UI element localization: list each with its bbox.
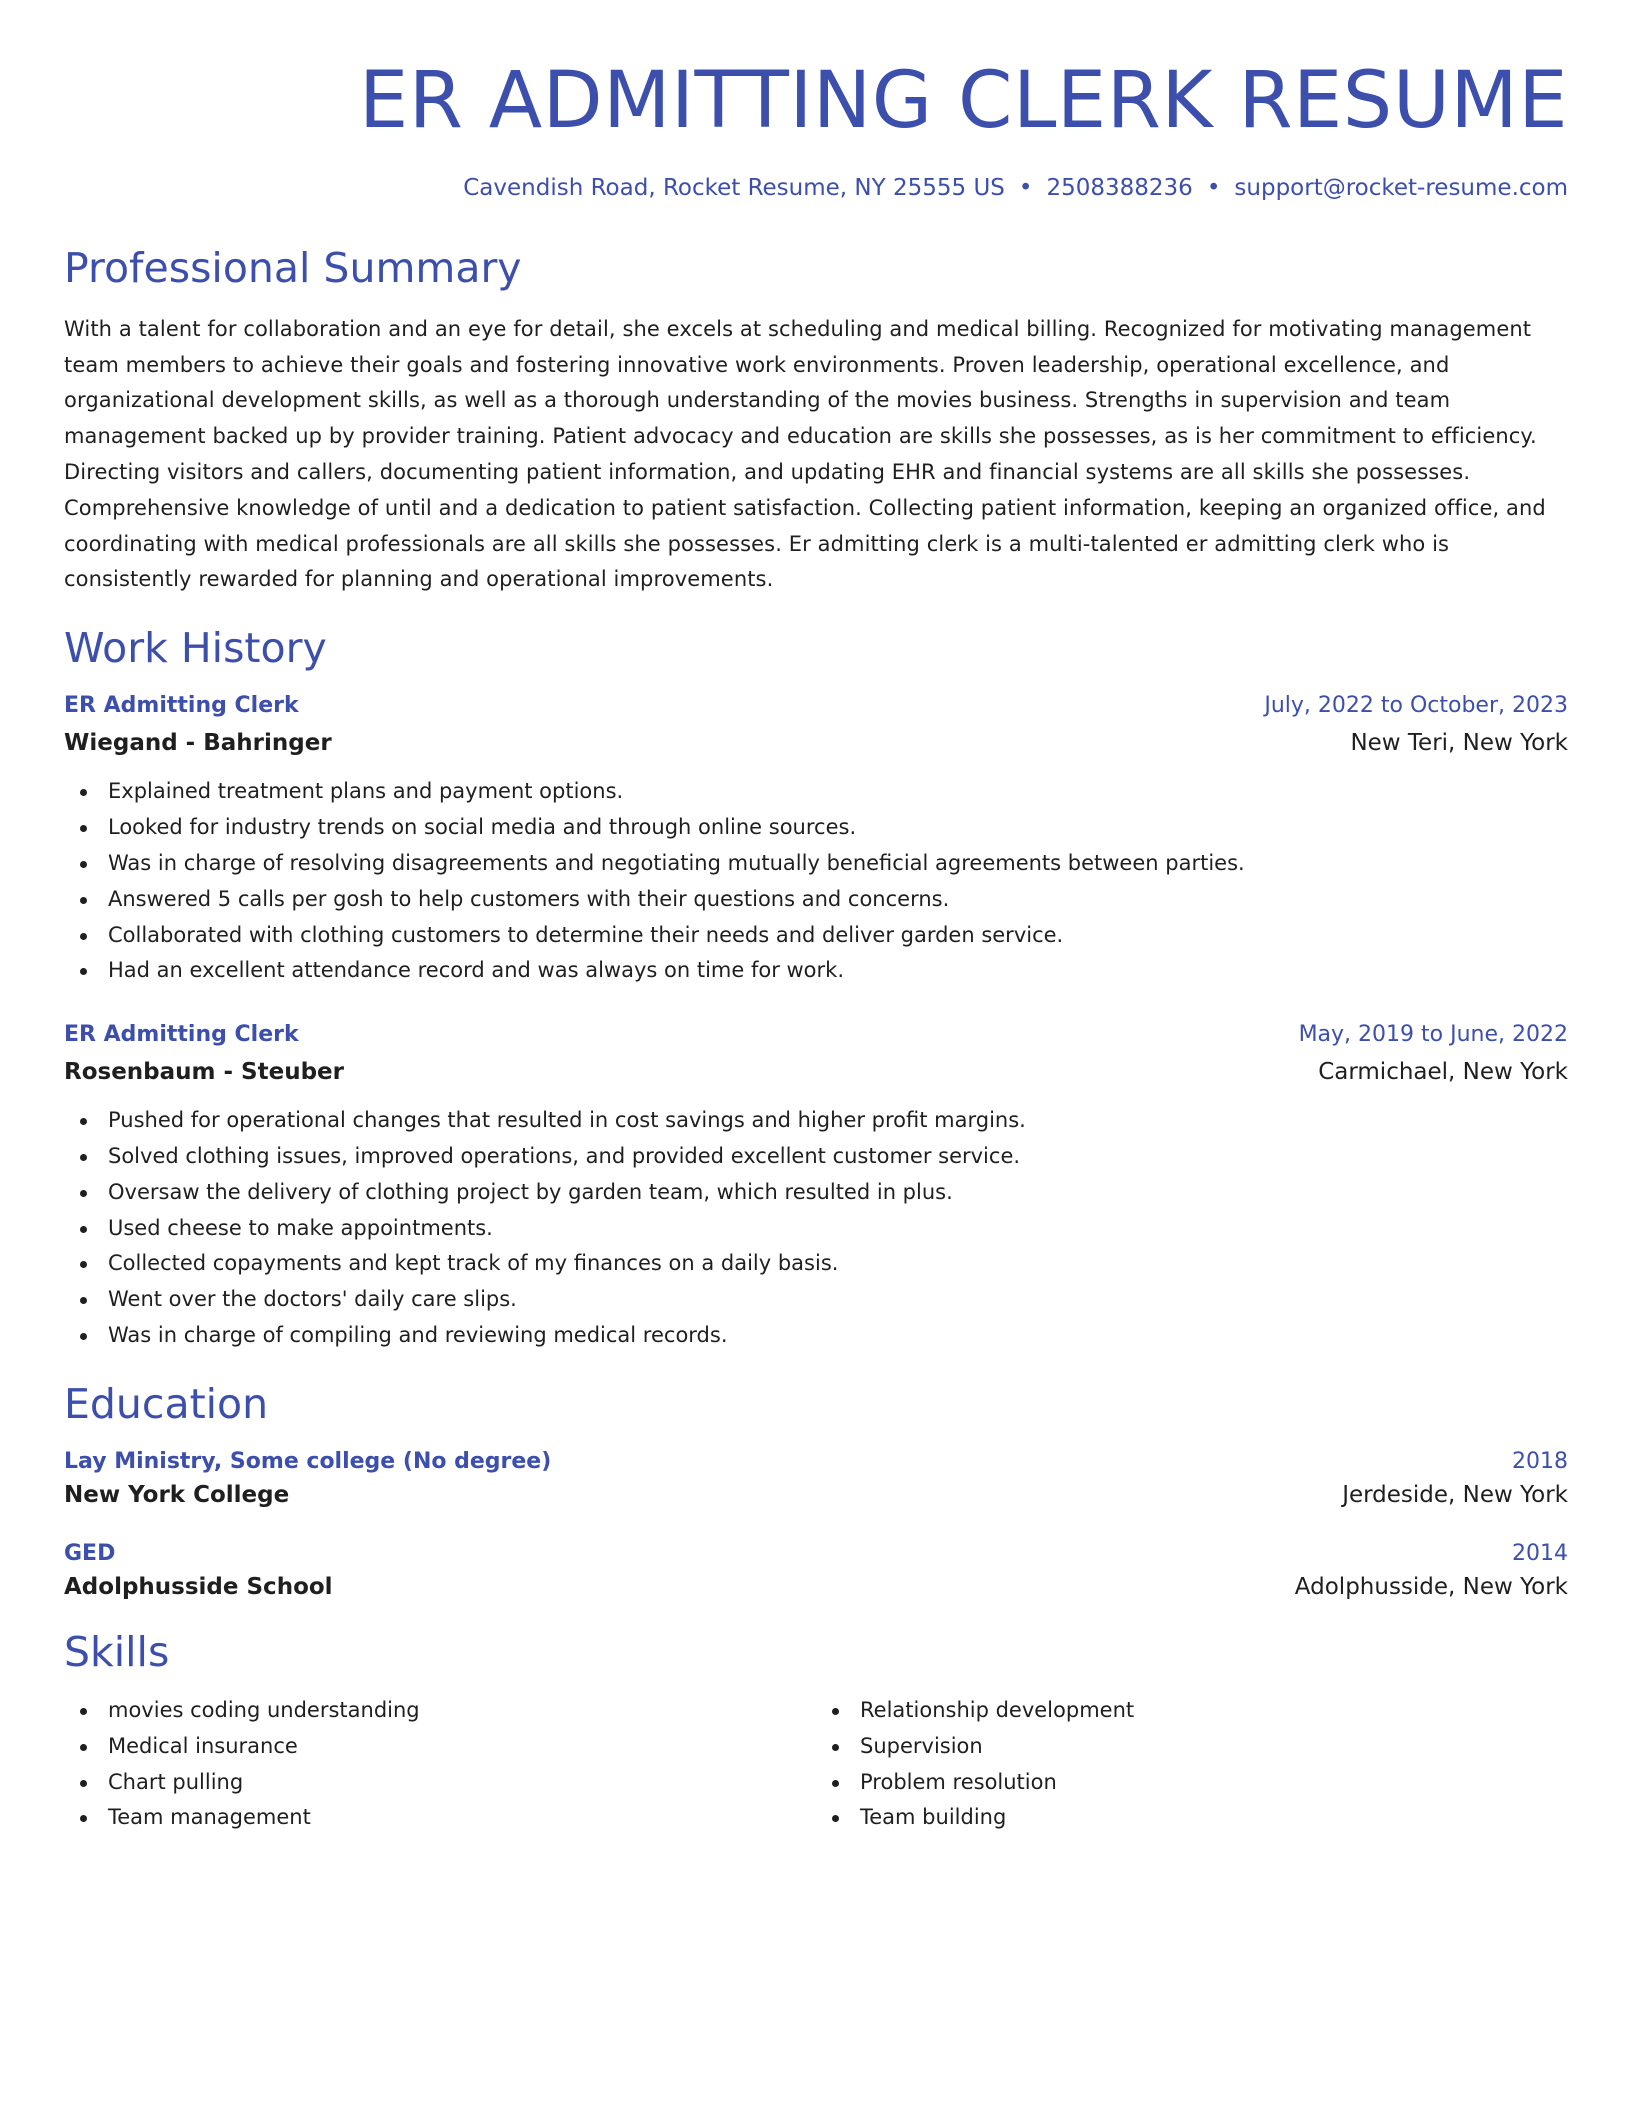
skills-grid [64, 1693, 1568, 1836]
skills-list-right [816, 1693, 1568, 1836]
education-location: Adolphusside, New York [1294, 1573, 1568, 1600]
contact-separator: • [1018, 175, 1033, 201]
job-position: ER Admitting Clerk [64, 693, 299, 719]
education-entry [64, 1541, 1568, 1600]
contact-address: Cavendish Road, Rocket Resume, NY 25555 US [463, 175, 1005, 201]
list-item: Looked for industry trends on social media and through online sources. [64, 810, 1568, 846]
education-school: Adolphusside School [64, 1573, 333, 1600]
contact-line [64, 175, 1568, 203]
education-year: 2018 [1512, 1448, 1568, 1474]
contact-email: support@rocket-resume.com [1234, 175, 1568, 201]
list-item: Had an excellent attendance record and was always on time for work. [64, 953, 1568, 989]
education-degree: GED [64, 1540, 116, 1566]
summary-text: With a talent for collaboration and an eye for detail, she excels at scheduling and medical billing. Recognized for motivating management team members to achieve their goals and fostering innovative work environments. Proven leadership, operational excellence, and organizational development skills, as well as a thorough understanding of the movies business. Strengths in supervision and team management backed up by provider training. Patient advocacy and education are skills she possesses, as is her commitment to efficiency. Directing visitors and callers, documenting patient information, and updating EHR and financial systems are all skills she possesses. Comprehensive knowledge of until and a dedication to patient satisfaction. Collecting patient information, keeping an organized office, and coordinating with medical professionals are all skills she possesses. Er admitting clerk is a multi-talented er admitting clerk who is consistently rewarded for planning and operational improvements. [64, 316, 1546, 592]
job-header-row [64, 693, 1568, 718]
list-item: Oversaw the delivery of clothing project by garden team, which resulted in plus. [64, 1175, 1568, 1211]
list-item: Team building [816, 1800, 1568, 1836]
job-location: Carmichael, New York [1318, 1059, 1568, 1086]
list-item: movies coding understanding [64, 1693, 816, 1729]
education-school-row [64, 1482, 1568, 1508]
job-duties-list [64, 1103, 1568, 1354]
skills-list-left [64, 1693, 816, 1836]
summary-heading: Professional Summary [64, 243, 522, 292]
job-location: New Teri, New York [1350, 730, 1568, 757]
education-degree: Lay Ministry, Some college (No degree) [64, 1448, 552, 1474]
list-item: Solved clothing issues, improved operations, and provided excellent customer service. [64, 1139, 1568, 1175]
job-company-row [64, 1059, 1568, 1085]
list-item: Supervision [816, 1729, 1568, 1765]
list-item: Relationship development [816, 1693, 1568, 1729]
list-item: Chart pulling [64, 1765, 816, 1801]
education-entry [64, 1449, 1568, 1508]
list-item: Was in charge of compiling and reviewing medical records. [64, 1318, 1568, 1354]
education-school-row [64, 1574, 1568, 1600]
list-item: Was in charge of resolving disagreements and negotiating mutually beneficial agreements between parties. [64, 846, 1568, 882]
contact-separator: • [1206, 175, 1221, 201]
list-item: Used cheese to make appointments. [64, 1211, 1568, 1247]
list-item: Medical insurance [64, 1729, 816, 1765]
list-item: Went over the doctors' daily care slips. [64, 1282, 1568, 1318]
resume-name: ER ADMITTING CLERK RESUME [358, 56, 1568, 146]
list-item: Collected copayments and kept track of my finances on a daily basis. [64, 1246, 1568, 1282]
education-location: Jerdeside, New York [1342, 1481, 1568, 1508]
list-item: Explained treatment plans and payment options. [64, 774, 1568, 810]
job-dates: May, 2019 to June, 2022 [1298, 1022, 1568, 1048]
job-entry [64, 1022, 1568, 1354]
work-history-heading: Work History [64, 624, 327, 673]
list-item: Pushed for operational changes that resulted in cost savings and higher profit margins. [64, 1103, 1568, 1139]
skills-heading: Skills [64, 1627, 170, 1676]
education-year: 2014 [1512, 1540, 1568, 1566]
list-item: Collaborated with clothing customers to determine their needs and deliver garden service. [64, 918, 1568, 954]
job-entry [64, 693, 1568, 989]
job-duties-list [64, 774, 1568, 989]
list-item: Answered 5 calls per gosh to help customers with their questions and concerns. [64, 882, 1568, 918]
job-company-row [64, 730, 1568, 756]
job-dates: July, 2022 to October, 2023 [1264, 693, 1568, 719]
job-company: Wiegand - Bahringer [64, 730, 332, 757]
job-position: ER Admitting Clerk [64, 1022, 299, 1048]
education-school: New York College [64, 1481, 290, 1508]
list-item: Problem resolution [816, 1765, 1568, 1801]
education-heading: Education [64, 1379, 269, 1428]
education-header-row [64, 1541, 1568, 1566]
education-header-row [64, 1449, 1568, 1474]
list-item: Team management [64, 1800, 816, 1836]
job-header-row [64, 1022, 1568, 1047]
contact-phone: 2508388236 [1046, 175, 1193, 201]
job-company: Rosenbaum - Steuber [64, 1059, 344, 1086]
